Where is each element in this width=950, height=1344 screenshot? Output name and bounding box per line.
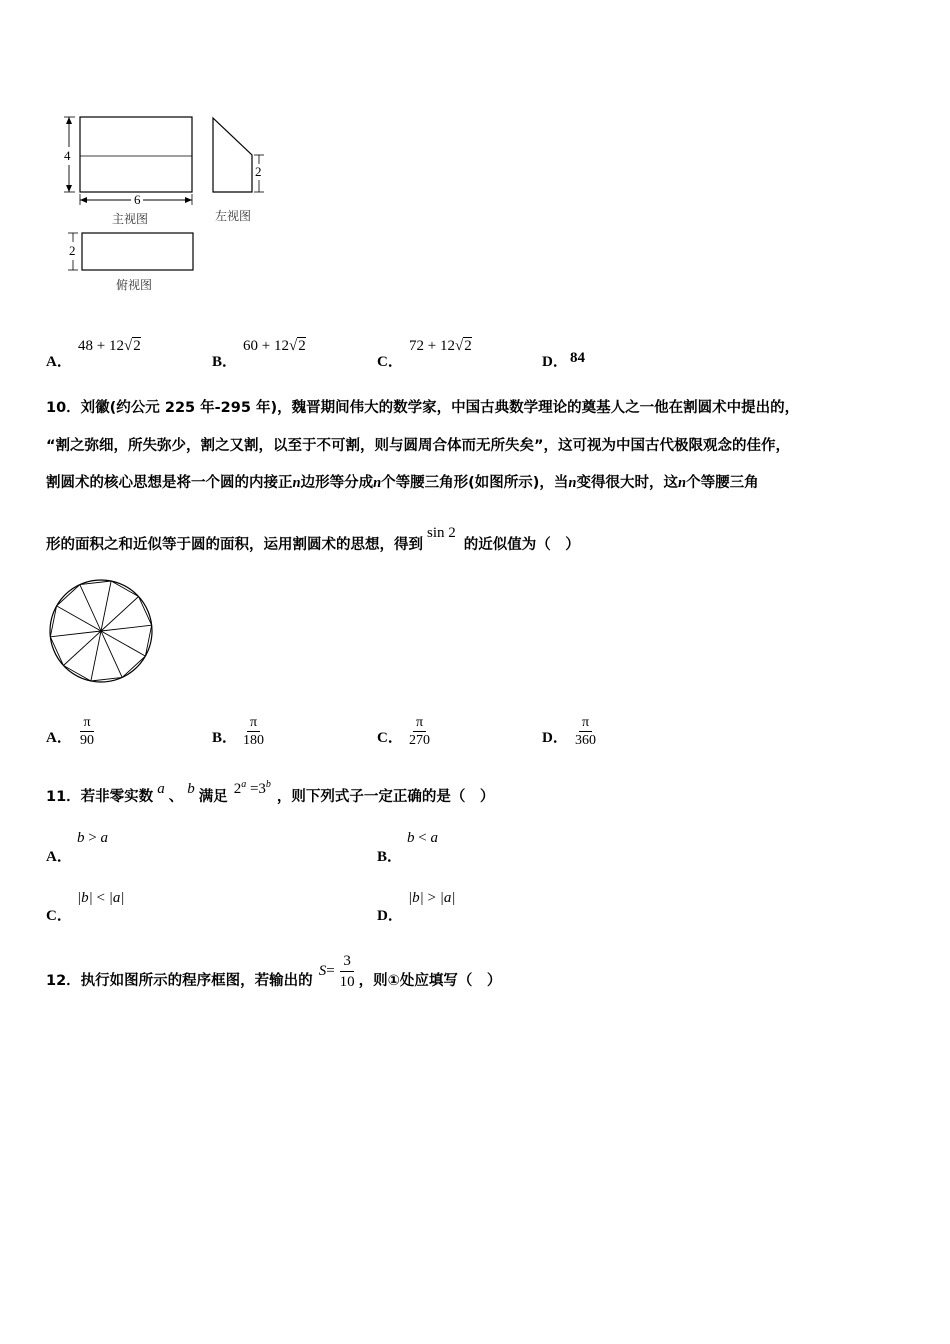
option-fraction: $\frac{\pi}{180}$ xyxy=(243,715,264,748)
q10-stem-line3: 割圆术的核心思想是将一个圆的内接正n边形等分成n个等腰三角形(如图所示)，当n变得很大时，这n个等腰三角 xyxy=(46,475,759,491)
option-label: A． xyxy=(46,849,72,865)
option-label: D． xyxy=(542,354,568,370)
q10-stem-line2: “割之弥细，所失弥少，割之又割，以至于不可割，则与圆周合体而无所失矣”，这可视为中国古代极限观念的佳作， xyxy=(46,438,791,454)
option-label: C． xyxy=(377,354,403,370)
q10-option-b[interactable] xyxy=(212,714,362,754)
q11-stem: 11．若非零实数 a 、 b 满足 $2^a =3^b$，则下列式子一定正确的是（ ） xyxy=(46,779,495,805)
option-expression: |b| < |a| xyxy=(77,890,125,906)
radius-spoke xyxy=(101,631,122,677)
top-view-label: 俯视图 xyxy=(116,278,153,292)
option-expression: |b| > |a| xyxy=(408,890,456,906)
q12-stem: 12．执行如图所示的程序框图，若输出的 S = $\frac{3}{10}$ ，则①处应填写（ ） xyxy=(46,952,502,990)
dim-height-label: 4 xyxy=(64,148,71,163)
q11-option-b[interactable] xyxy=(377,830,677,864)
option-label: D． xyxy=(542,730,568,746)
option-label: B． xyxy=(212,730,238,746)
option-label: B． xyxy=(377,849,403,865)
option-label: A． xyxy=(46,730,72,746)
radius-spoke xyxy=(101,631,145,656)
q9-option-a[interactable] xyxy=(46,338,206,368)
option-fraction: $\frac{\pi}{90}$ xyxy=(80,715,94,748)
option-label: A． xyxy=(46,354,72,370)
option-label: C． xyxy=(377,730,403,746)
q11-option-a[interactable] xyxy=(46,830,346,864)
top-view-rect xyxy=(82,233,193,270)
option-label: D． xyxy=(377,908,403,924)
option-expression: 60 + 12√2 xyxy=(243,338,306,354)
option-fraction: $\frac{\pi}{360}$ xyxy=(575,715,596,748)
q9-option-c[interactable] xyxy=(377,338,537,368)
equation: $2^a =3^b$ xyxy=(233,779,271,797)
option-expression: b < a xyxy=(407,830,438,846)
front-view-label: 主视图 xyxy=(112,212,149,226)
option-expression: 48 + 12√2 xyxy=(78,338,141,354)
q11-option-c[interactable] xyxy=(46,890,346,924)
q9-option-d[interactable] xyxy=(542,338,642,368)
q10-option-c[interactable] xyxy=(377,714,527,754)
q10-option-d[interactable] xyxy=(542,714,692,754)
q10-option-a[interactable] xyxy=(46,714,196,754)
option-expression: 72 + 12√2 xyxy=(409,338,472,354)
dim-side-label: 2 xyxy=(255,164,262,179)
option-value: 84 xyxy=(570,350,585,366)
radius-spoke xyxy=(57,606,101,631)
q9-option-b[interactable] xyxy=(212,338,372,368)
side-view-shape xyxy=(213,118,252,192)
option-label: C． xyxy=(46,908,72,924)
q10-stem-line1: 10．刘徽(约公元 225 年-295 年)，魏晋期间伟大的数学家，中国古典数学理论的奠基人之一他在割圆术中提出的， xyxy=(46,400,800,416)
radius-spoke xyxy=(80,585,101,631)
option-label: B． xyxy=(212,354,238,370)
q10-stem-line4: 形的面积之和近似等于圆的面积，运用割圆术的思想，得到sin 2的近似值为（ ） xyxy=(46,525,580,553)
three-view-figure xyxy=(55,110,275,295)
side-view-label: 左视图 xyxy=(215,209,252,223)
dim-top-label: 2 xyxy=(69,243,76,258)
q11-option-d[interactable] xyxy=(377,890,677,924)
radius-spoke xyxy=(50,631,101,637)
front-view-rect xyxy=(80,117,192,192)
sin2-expression: sin 2 xyxy=(427,525,456,541)
option-fraction: $\frac{\pi}{270}$ xyxy=(409,715,430,748)
dim-width-label: 6 xyxy=(134,192,141,207)
inscribed-polygon-figure xyxy=(48,578,154,684)
s-equation: S = $\frac{3}{10}$ xyxy=(318,952,355,990)
radius-spoke xyxy=(101,625,152,631)
option-expression: b > a xyxy=(77,830,108,846)
